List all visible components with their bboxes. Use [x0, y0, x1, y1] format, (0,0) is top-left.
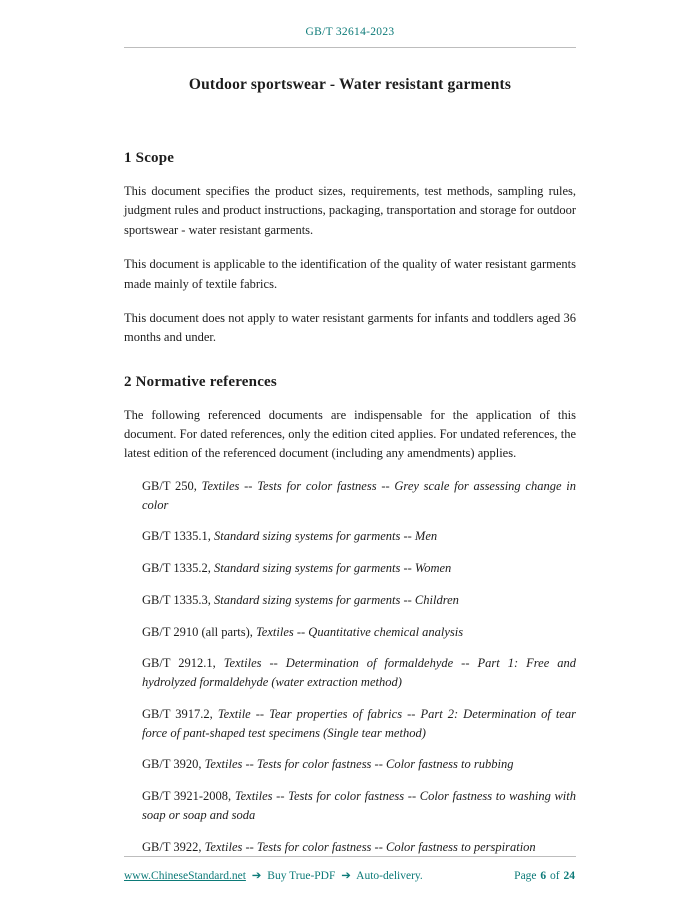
page-indicator: [514, 870, 576, 882]
scope-heading: 1 Scope: [124, 150, 175, 166]
normative-intro-paragraph: The following referenced documents are indispensable for the application of this document. For dated references, only the edition cited applies. For undated references, the latest edition of the referenced document (including any amendments) applies.: [124, 407, 576, 461]
reference-item: [142, 838, 576, 857]
reference-title: Textiles -- Quantitative chemical analysis: [256, 624, 464, 639]
reference-code: GB/T 3920,: [142, 757, 202, 772]
arrow-icon: ➔: [251, 870, 262, 883]
reference-title: Textiles -- Tests for color fastness -- Color fastness to washing with soap or soap and soda: [142, 789, 576, 822]
scope-paragraph-2: This document is applicable to the identification of the quality of water resistant garments made mainly of textile fabrics.: [124, 257, 576, 291]
document-title: Outdoor sportswear - Water resistant garments: [188, 76, 512, 93]
reference-title: Textiles -- Tests for color fastness -- Color fastness to rubbing: [204, 757, 514, 772]
reference-title: Textiles -- Determination of formaldehyde -- Part 1: Free and hydrolyzed formaldehyde (water extraction method): [142, 656, 576, 689]
header-divider: [124, 47, 576, 48]
reference-title: Textile -- Tear properties of fabrics -- Part 2: Determination of tear force of pant-shaped test specimens (Single tear method): [142, 706, 577, 740]
reference-item: [142, 527, 576, 546]
current-page-number: 6: [540, 870, 547, 883]
reference-item: [142, 787, 576, 825]
page-header: [124, 26, 576, 48]
total-page-number: 24: [563, 870, 575, 883]
reference-title: Standard sizing systems for garments -- Children: [214, 592, 459, 607]
page-word: Page: [514, 870, 537, 883]
reference-code: GB/T 1335.1,: [142, 529, 211, 544]
reference-code: GB/T 3921-2008,: [142, 789, 232, 803]
reference-list: [124, 477, 576, 857]
reference-code: GB/T 2910 (all parts),: [142, 624, 253, 639]
auto-delivery-label: Auto-delivery.: [356, 870, 423, 883]
reference-code: GB/T 3922,: [142, 839, 202, 854]
reference-item: [142, 755, 576, 774]
reference-item: [142, 623, 576, 642]
reference-code: GB/T 250,: [142, 478, 197, 493]
reference-code: GB/T 2912.1,: [142, 656, 216, 671]
page-footer: [124, 856, 576, 882]
reference-item: [142, 654, 576, 692]
scope-paragraph-3: This document does not apply to water resistant garments for infants and toddlers aged 36 months and under.: [124, 310, 576, 345]
reference-title: Textiles -- Tests for color fastness -- Color fastness to perspiration: [204, 839, 536, 854]
buy-true-pdf-label: Buy True-PDF: [267, 870, 336, 883]
scope-paragraph-1: This document specifies the product sizes, requirements, test methods, sampling rules, judgment rules and product instructions, packaging, transportation and storage for outdoor sportswear - water resistant garments.: [124, 184, 576, 237]
website-link[interactable]: www.ChineseStandard.net: [124, 870, 246, 883]
footer-promo: [124, 868, 423, 882]
reference-item: [142, 477, 576, 515]
reference-title: Standard sizing systems for garments -- Women: [214, 561, 452, 575]
normative-references-heading: 2 Normative references: [124, 373, 277, 390]
section-scope: [124, 94, 576, 348]
section-normative-references: [124, 348, 576, 857]
reference-code: GB/T 3917.2,: [142, 706, 213, 721]
reference-item: [142, 591, 576, 610]
arrow-icon: ➔: [341, 870, 351, 883]
footer-divider: [124, 856, 576, 857]
standard-code: GB/T 32614-2023: [305, 26, 395, 38]
reference-title: Textiles -- Tests for color fastness -- Grey scale for assessing change in color: [142, 478, 577, 512]
of-word: of: [550, 870, 560, 883]
reference-code: GB/T 1335.3,: [142, 592, 211, 607]
reference-item: [142, 705, 576, 743]
reference-code: GB/T 1335.2,: [142, 561, 211, 575]
reference-title: Standard sizing systems for garments -- Men: [214, 529, 438, 544]
reference-item: [142, 559, 576, 578]
